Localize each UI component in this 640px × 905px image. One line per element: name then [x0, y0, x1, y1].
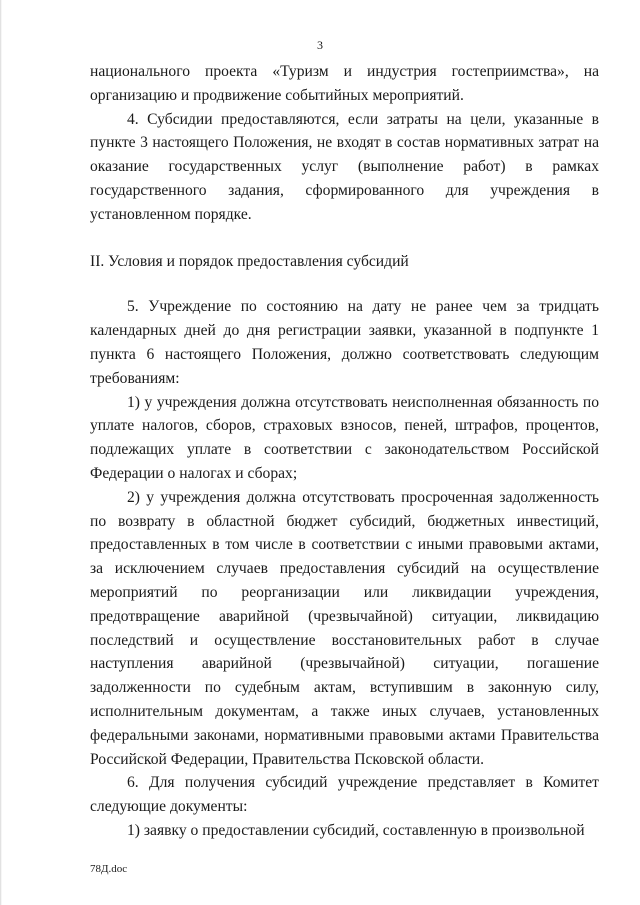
footer-filename: 78Д.doc: [90, 863, 128, 875]
subitem-5-2: 2) у учреждения должна отсутствовать просроченная задолженность по возврату в областной бюджет субсидий, бюджетных инвестиций, предоставленных в том числе в соответствии с иными правовыми актами, за исключением случаев предоставления субсидий на осуществление мероприятий по реорганизации или ликвидации учреждения, предотвращение аварийной (чрезвычайной) ситуации, ликвидацию последствий и осуществление восстановительных работ в случае наступления аварийной (чрезвычайной) ситуации, погашение задолженности по судебным актам, вступившим в законную силу, исполнительным документам, а также иных случаев, установленных федеральными законами, нормативными правовыми актами Правительства Российской Федерации, Правительства Псковской области.: [90, 488, 599, 768]
paragraph-continuation: национального проекта «Туризм и индустрия гостеприимства», на организацию и продвижение событийных мероприятий.: [90, 63, 599, 104]
subitem-6-1: 1) заявку о предоставлении субсидий, составленную в произвольной: [127, 821, 585, 839]
section-heading: II. Условия и порядок предоставления субсидий: [90, 252, 409, 270]
paragraph-item-6: 6. Для получения субсидий учреждение представляет в Комитет следующие документы:: [90, 774, 599, 816]
document-body: [90, 60, 599, 843]
paragraph-item-4: 4. Субсидии предоставляются, если затраты на цели, указанные в пункте 3 настоящего Положения, не входят в состав нормативных затрат на оказание государственных услуг (выполнение работ) в рамках государственного задания, сформированного для учреждения в установленном порядке.: [90, 110, 599, 223]
paragraph-item-5: 5. Учреждение по состоянию на дату не ранее чем за тридцать календарных дней до дня регистрации заявки, указанной в подпункте 1 пункта 6 настоящего Положения, должно соответствовать следующим требованиям:: [90, 298, 599, 387]
subitem-5-1: 1) у учреждения должна отсутствовать неисполненная обязанность по уплате налогов, сборов, страховых взносов, пеней, штрафов, процентов, подлежащих уплате в соответствии с законодательством Российской Федерации о налогах и сборах;: [90, 393, 599, 482]
page-number: 3: [317, 38, 323, 52]
scan-edge: [0, 0, 2, 905]
